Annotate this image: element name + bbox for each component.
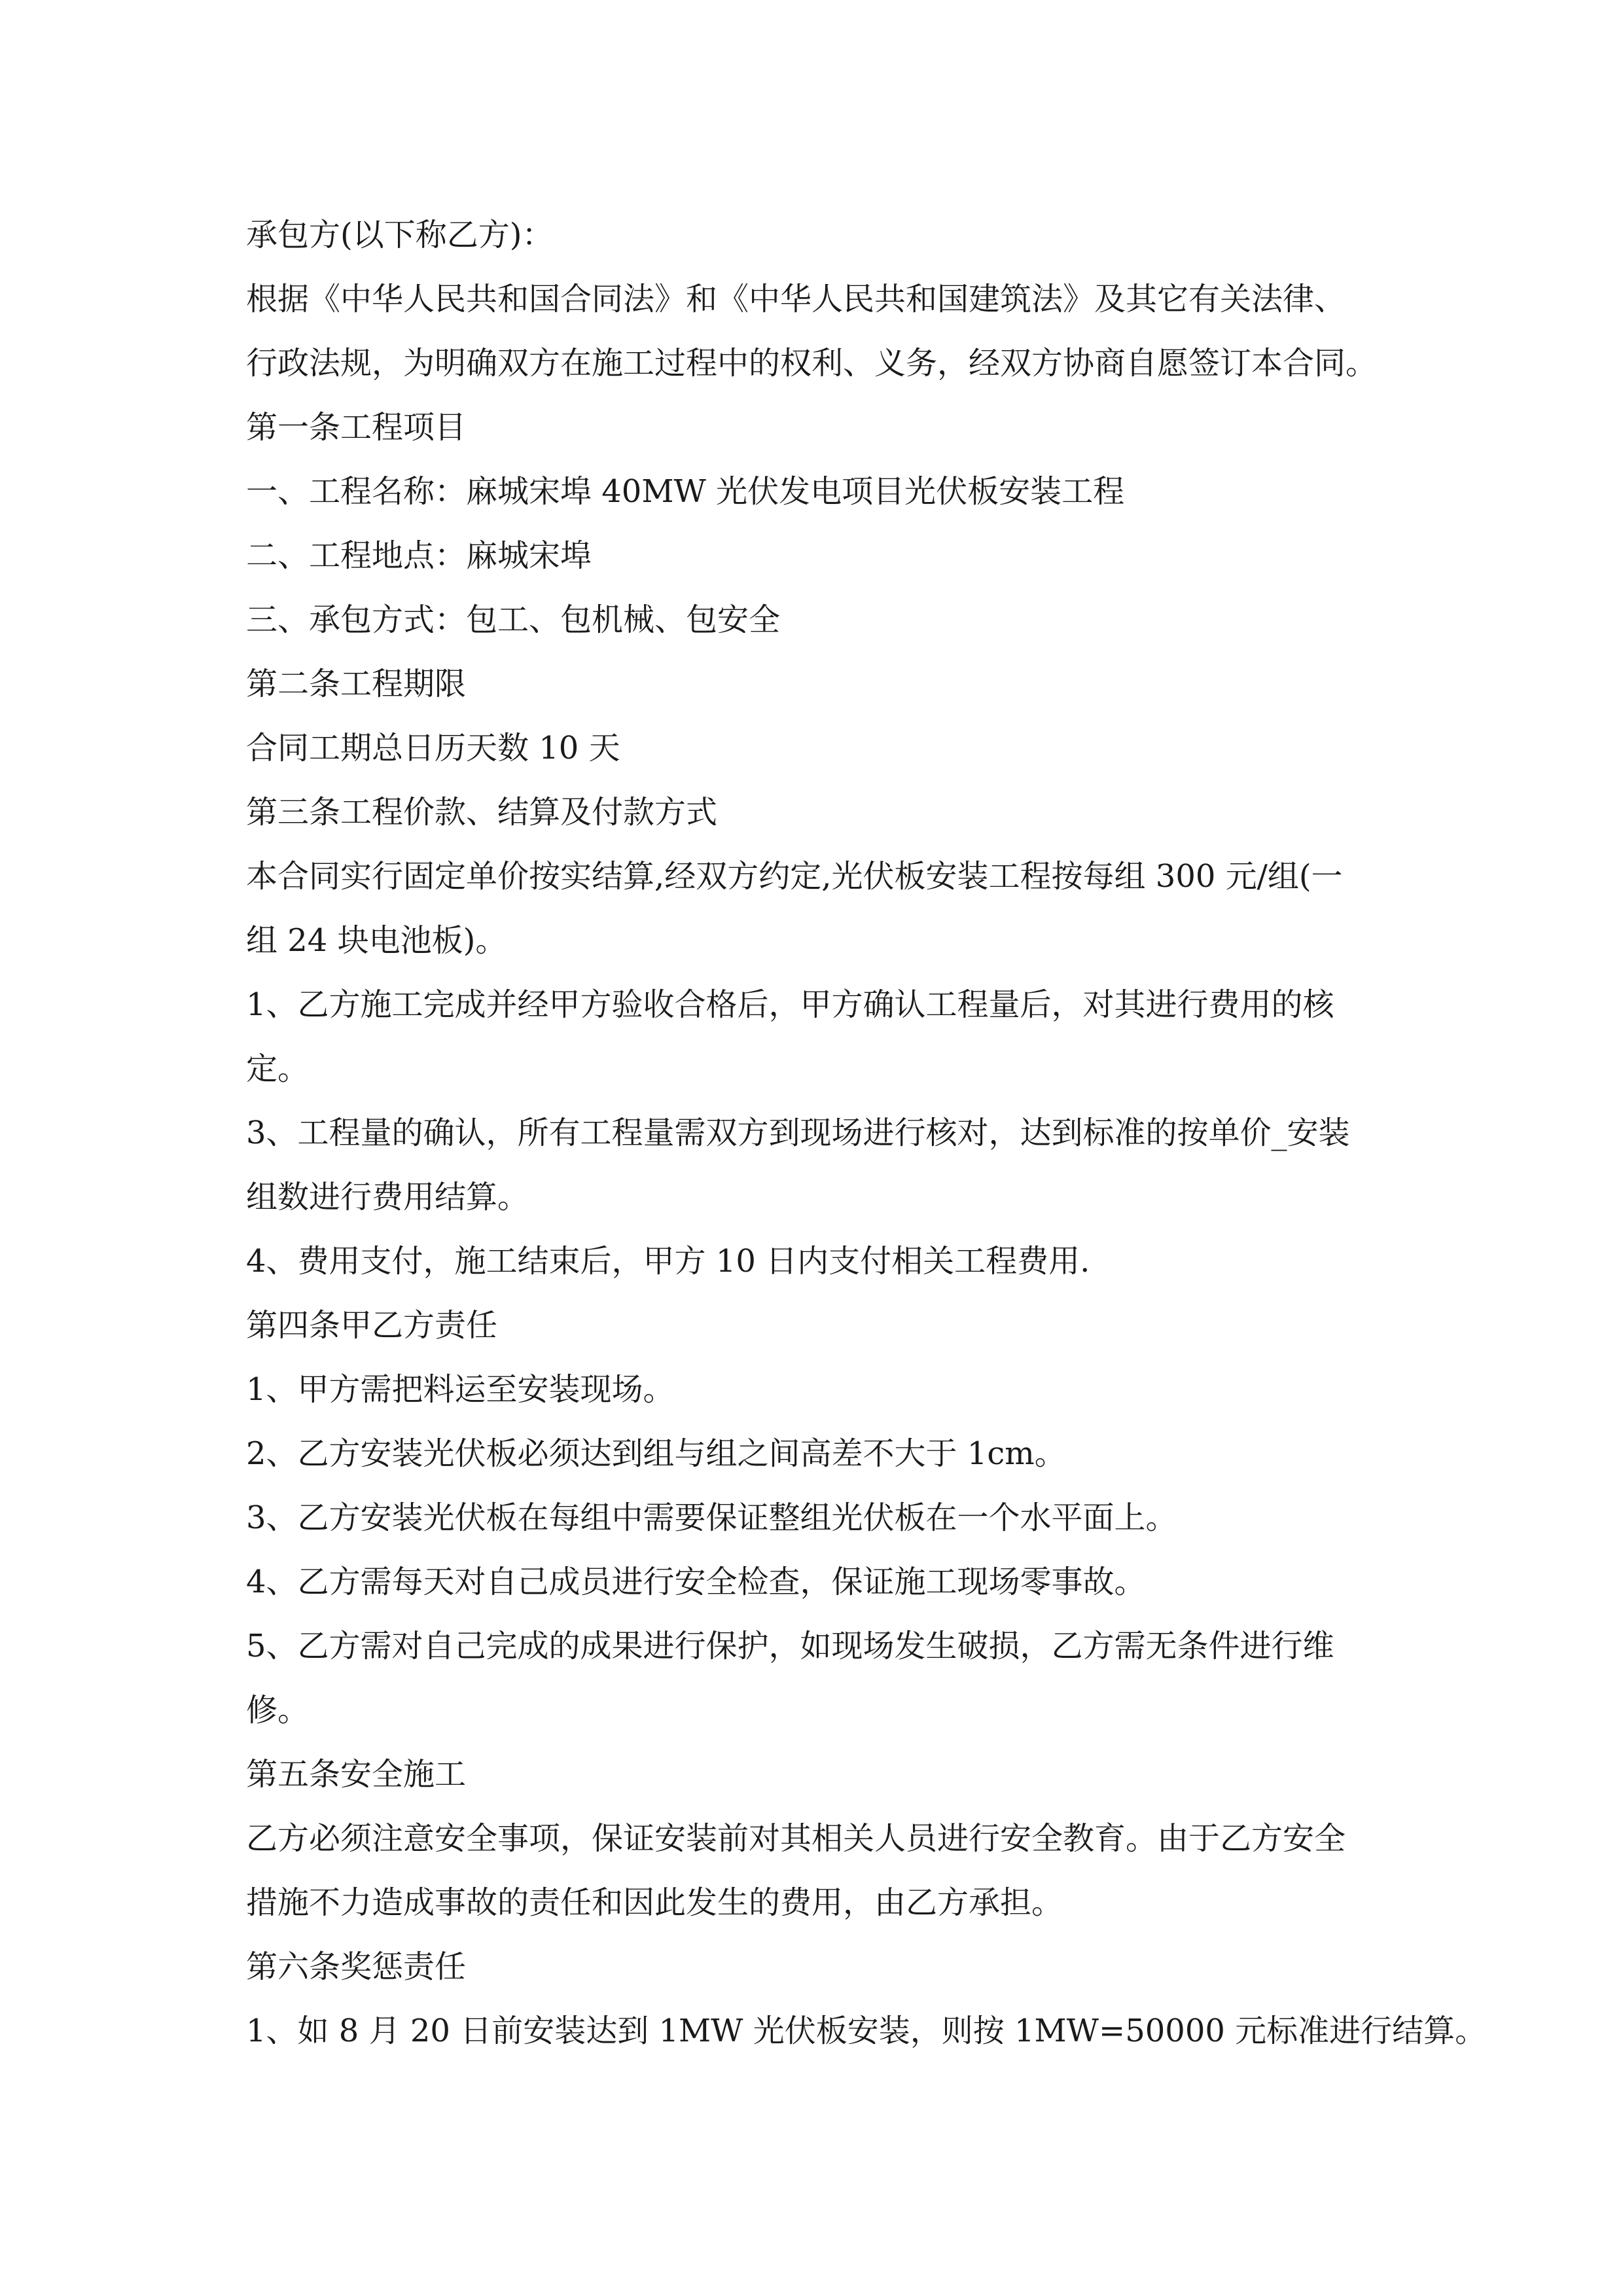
project-name-line: 一、工程名称：麻城宋埠 40MW 光伏发电项目光伏板安装工程 <box>246 473 1125 510</box>
responsibility-item-5-line-1: 5、乙方需对自己完成的成果进行保护，如现场发生破损，乙方需无条件进行维 <box>246 1628 1334 1664</box>
article-2-heading: 第二条工程期限 <box>246 666 467 702</box>
article-1-heading: 第一条工程项目 <box>246 409 467 446</box>
payment-item-1-line-2: 定。 <box>246 1050 310 1087</box>
article-4-heading: 第四条甲乙方责任 <box>246 1307 498 1344</box>
responsibility-item-1: 1、甲方需把料运至安装现场。 <box>246 1371 675 1408</box>
payment-item-3-line-2: 组数进行费用结算。 <box>246 1179 529 1215</box>
responsibility-item-5-line-2: 修。 <box>246 1692 310 1729</box>
responsibility-item-4: 4、乙方需每天对自己成员进行安全检查，保证施工现场零事故。 <box>246 1564 1146 1600</box>
safety-line-2: 措施不力造成事故的责任和因此发生的费用，由乙方承担。 <box>246 1884 1063 1921</box>
legal-basis-line-1: 根据《中华人民共和国合同法》和《中华人民共和国建筑法》及其它有关法律、 <box>246 281 1346 317</box>
price-line-1: 本合同实行固定单价按实结算,经双方约定,光伏板安装工程按每组 300 元/组(一 <box>246 858 1343 895</box>
responsibility-item-3: 3、乙方安装光伏板在每组中需要保证整组光伏板在一个水平面上。 <box>246 1499 1177 1536</box>
contractor-party-line: 承包方(以下称乙方)： <box>246 217 554 253</box>
duration-line: 合同工期总日历天数 10 天 <box>246 730 620 766</box>
payment-item-3-line-1: 3、工程量的确认，所有工程量需双方到现场进行核对，达到标准的按单价_安装 <box>246 1115 1350 1151</box>
contract-method-line: 三、承包方式：包工、包机械、包安全 <box>246 601 781 638</box>
article-5-heading: 第五条安全施工 <box>246 1756 467 1793</box>
article-6-heading: 第六条奖惩责任 <box>246 1948 467 1985</box>
safety-line-1: 乙方必须注意安全事项，保证安装前对其相关人员进行安全教育。由于乙方安全 <box>246 1820 1346 1857</box>
document-body <box>246 203 1487 2063</box>
payment-item-4-line: 4、费用支付，施工结束后，甲方 10 日内支付相关工程费用. <box>246 1243 1090 1280</box>
project-location-line: 二、工程地点：麻城宋埠 <box>246 537 592 574</box>
reward-item-1: 1、如 8 月 20 日前安装达到 1MW 光伏板安装，则按 1MW=50000 元标准进行结算。 <box>246 2013 1487 2049</box>
responsibility-item-2: 2、乙方安装光伏板必须达到组与组之间高差不大于 1cm。 <box>246 1435 1066 1472</box>
article-3-heading: 第三条工程价款、结算及付款方式 <box>246 794 718 831</box>
payment-item-1-line-1: 1、乙方施工完成并经甲方验收合格后，甲方确认工程量后，对其进行费用的核 <box>246 986 1334 1023</box>
price-line-2: 组 24 块电池板)。 <box>246 922 507 959</box>
legal-basis-line-2: 行政法规，为明确双方在施工过程中的权利、义务，经双方协商自愿签订本合同。 <box>246 345 1378 382</box>
